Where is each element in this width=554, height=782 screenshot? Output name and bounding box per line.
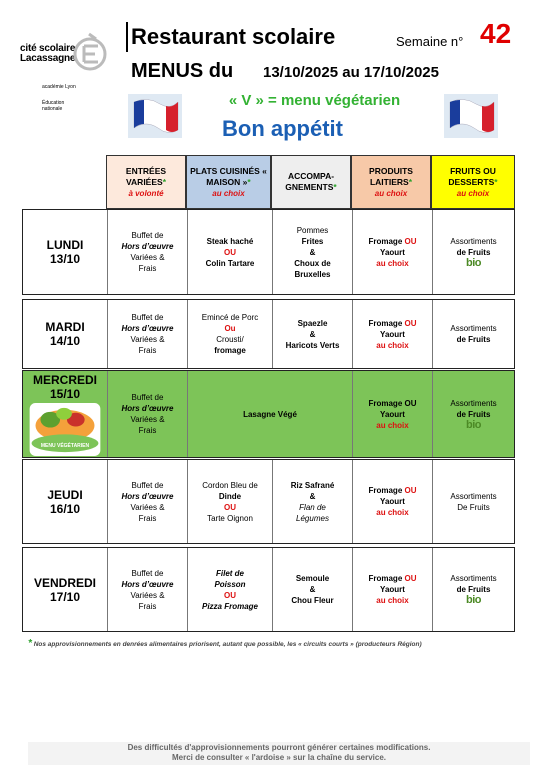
entree-cell: Buffet de Hors d’œuvre Variées & Frais: [107, 210, 187, 294]
accompagnement-cell: Pommes Frites & Choux de Bruxelles: [272, 210, 352, 294]
laitier-cell: Fromage OU Yaourt au choix: [352, 210, 432, 294]
footnote: * Nos approvisionnements en denrées alimentaires priorisent, autant que possible, les « circuits courts » (producteurs Région): [28, 638, 422, 649]
plat-cell: Lasagne Végé: [187, 371, 352, 457]
col-header-desserts: FRUITS OU DESSERTS* au choix: [431, 155, 515, 209]
french-flag-icon: [444, 94, 498, 138]
dessert-cell: Assortiments de Fruits bio: [432, 210, 514, 294]
title-cursor-bar: [126, 22, 128, 52]
day-cell: MERCREDI 15/10 MENU VÉGÉTARIEN: [23, 371, 107, 457]
plat-cell: Steak haché OU Colin Tartare: [187, 210, 272, 294]
entree-cell: Buffet de Hors d’œuvre Variées & Frais: [107, 300, 187, 368]
bio-logo-icon: bio: [466, 594, 481, 606]
day-cell: MARDI 14/10: [45, 320, 85, 348]
col-header-laitiers: PRODUITS LAITIERS* au choix: [351, 155, 431, 209]
laitier-cell: Fromage OU Yaourt au choix: [352, 300, 432, 368]
day-row-jeudi: [22, 459, 515, 544]
laitier-cell: Fromage OU Yaourt au choix: [352, 371, 432, 457]
dessert-cell: Assortiments de Fruits: [432, 300, 514, 368]
vegetarian-note: « V » = menu végétarien: [228, 92, 401, 109]
logo-education: Éducation nationale: [42, 100, 65, 112]
plat-cell: Filet de Poisson OU Pizza Fromage: [187, 548, 272, 631]
laitier-cell: Fromage OU Yaourt au choix: [352, 460, 432, 543]
greeting: Bon appétit: [222, 116, 343, 141]
week-number: 42: [480, 18, 512, 49]
page-title: Restaurant scolaire: [131, 24, 336, 49]
dessert-cell: Assortiments de Fruits bio: [432, 548, 514, 631]
vegetarian-badge-label: MENU VÉGÉTARIEN: [40, 443, 90, 449]
week-label: Semaine n°: [396, 34, 464, 49]
day-row-mardi: [22, 299, 515, 369]
day-cell: LUNDI 13/10: [46, 238, 84, 266]
plat-cell: Cordon Bleu de Dinde OU Tarte Oignon: [187, 460, 272, 543]
french-flag-icon: [128, 94, 182, 138]
accompagnement-cell: Spaezle & Haricots Verts: [272, 300, 352, 368]
day-cell: VENDREDI 17/10: [33, 575, 96, 604]
day-row-lundi: [22, 209, 515, 295]
entree-cell: Buffet de Hors d’œuvre Variées & Frais: [107, 548, 187, 631]
day-row-mercredi: [22, 370, 515, 458]
dessert-cell: Assortiments de Fruits bio: [432, 371, 514, 457]
laitier-cell: Fromage OU Yaourt au choix: [352, 548, 432, 631]
menus-label: MENUS du: [131, 60, 234, 82]
col-header-plats: PLATS CUISINÉS « MAISON »* au choix: [186, 155, 271, 209]
entree-cell: Buffet de Hors d’œuvre Variées & Frais: [107, 460, 187, 543]
ecole-logo-icon: [72, 30, 108, 74]
day-cell: JEUDI 16/10: [47, 487, 83, 516]
accompagnement-cell: Semoule & Chou Fleur: [272, 548, 352, 631]
bottom-note: Des difficultés d'approvisionnements pourront générer certaines modifications. Merci de consulter « l'ardoise » sur la chaîne du service.: [28, 742, 530, 765]
bio-logo-icon: bio: [466, 418, 481, 431]
plat-cell: Emincé de Porc Ou Crousti/ fromage: [187, 300, 272, 368]
day-row-vendredi: [22, 547, 515, 632]
bio-logo-icon: bio: [466, 256, 481, 269]
col-header-entrees: ENTRÉES VARIÉES* à volonté: [106, 155, 186, 209]
date-range: 13/10/2025 au 17/10/2025: [263, 64, 439, 81]
logo-academie: académie Lyon: [42, 84, 76, 90]
logo-title: cité scolaire Lacassagne: [20, 43, 76, 64]
col-header-accompagnements: ACCOMPA-GNEMENTS*: [271, 155, 351, 209]
entree-cell: Buffet de Hors d’œuvre Variées & Frais: [107, 371, 187, 457]
accompagnement-cell: Riz Safrané & Flan de Légumes: [272, 460, 352, 543]
dessert-cell: Assortiments De Fruits: [432, 460, 514, 543]
